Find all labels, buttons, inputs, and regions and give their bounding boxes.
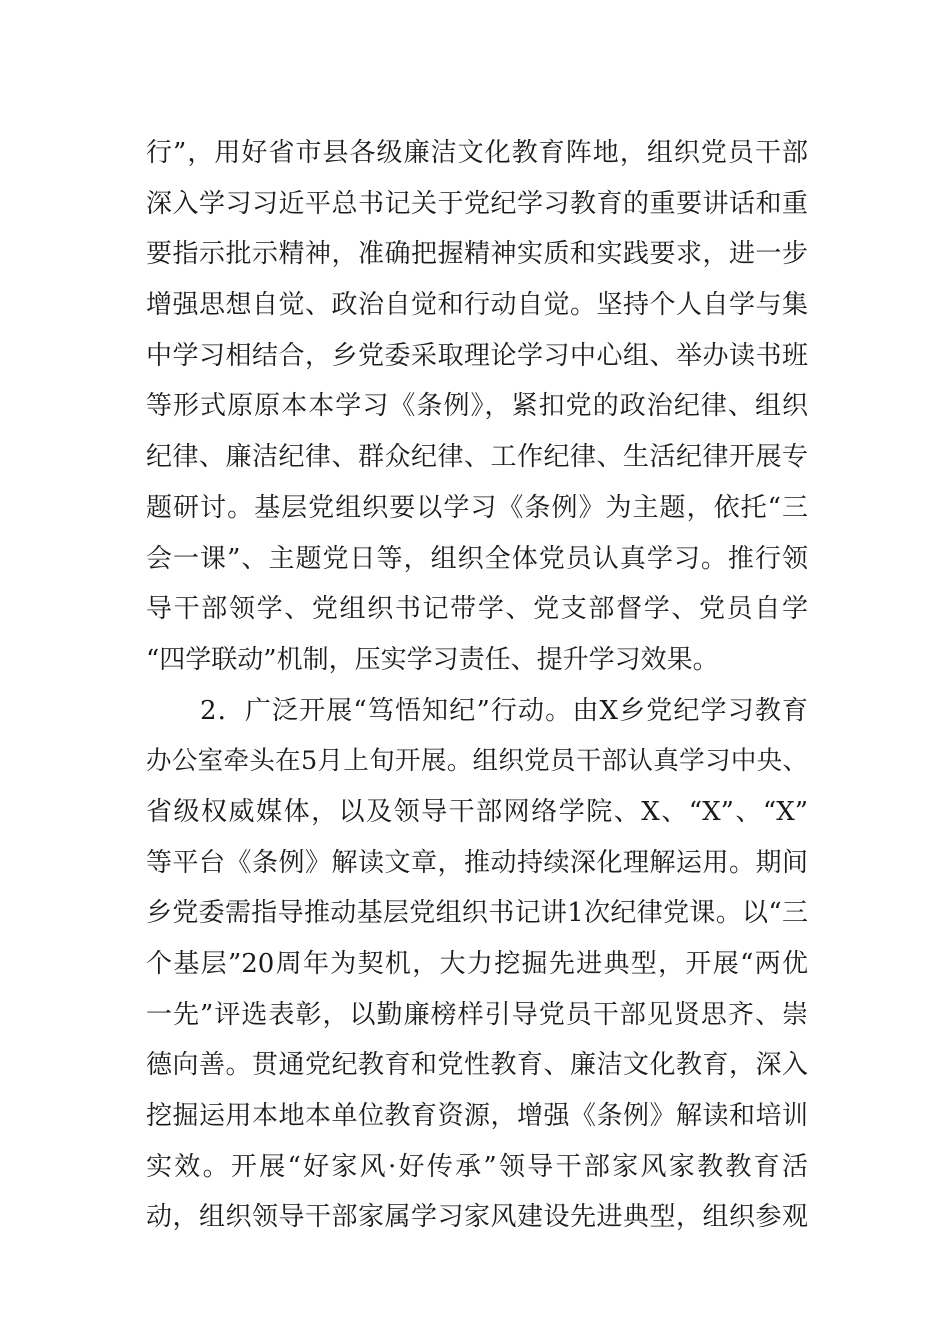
text-line: 动，组织领导干部家属学习家风建设先进典型，组织参观 — [146, 1202, 808, 1233]
paragraph-1 — [146, 128, 808, 686]
text-line: “四学联动”机制，压实学习责任、提升学习效果。 — [146, 644, 719, 675]
text-line: 会一课”、主题党日等，组织全体党员认真学习。推行领 — [146, 543, 808, 574]
text-line: 纪律、廉洁纪律、群众纪律、工作纪律、生活纪律开展专 — [146, 442, 808, 473]
text-line: 题研讨。基层党组织要以学习《条例》为主题，依托“三 — [146, 492, 808, 523]
text-line: 乡党委需指导推动基层党组织书记讲1次纪律党课。以“三 — [146, 898, 808, 929]
text-line: 等平台《条例》解读文章，推动持续深化理解运用。期间 — [146, 847, 808, 878]
text-line: 挖掘运用本地本单位教育资源，增强《条例》解读和培训 — [146, 1101, 808, 1132]
text-line: 增强思想自觉、政治自觉和行动自觉。坚持个人自学与集 — [146, 290, 808, 321]
text-line: 办公室牵头在5月上旬开展。组织党员干部认真学习中央、 — [146, 746, 808, 777]
text-line: 一先”评选表彰，以勤廉榜样引导党员干部见贤思齐、崇 — [146, 999, 808, 1030]
text-line: 2．广泛开展“笃悟知纪”行动。由X乡党纪学习教育 — [200, 695, 808, 726]
text-line: 中学习相结合，乡党委采取理论学习中心组、举办读书班 — [146, 340, 808, 371]
text-line: 等形式原原本本学习《条例》，紧扣党的政治纪律、组织 — [146, 391, 808, 422]
text-line: 行”，用好省市县各级廉洁文化教育阵地，组织党员干部 — [146, 138, 808, 168]
body-text — [146, 128, 808, 1243]
text-line: 实效。开展“好家风·好传承”领导干部家风家教教育活 — [146, 1151, 808, 1182]
text-line: 个基层”20周年为契机，大力挖掘先进典型，开展“两优 — [146, 949, 808, 979]
text-line: 导干部领学、党组织书记带学、党支部督学、党员自学 — [146, 594, 808, 625]
paragraph-2 — [146, 686, 808, 1244]
text-line: 要指示批示精神，准确把握精神实质和实践要求，进一步 — [146, 239, 808, 270]
text-line: 省级权威媒体，以及领导干部网络学院、X、“X”、“X” — [146, 796, 808, 827]
text-line: 深入学习习近平总书记关于党纪学习教育的重要讲话和重 — [146, 188, 808, 219]
text-line: 德向善。贯通党纪教育和党性教育、廉洁文化教育，深入 — [146, 1050, 808, 1081]
